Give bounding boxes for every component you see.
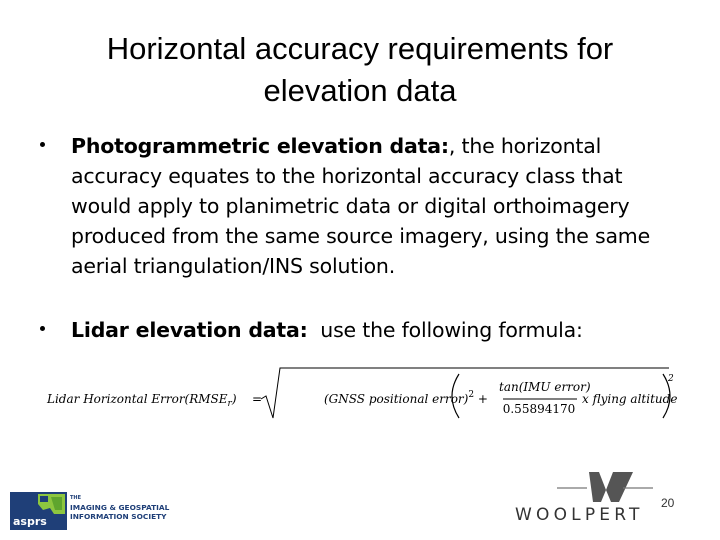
outer-exponent: 2 bbox=[668, 374, 674, 384]
page-number: 20 bbox=[661, 496, 675, 510]
bullet-dot bbox=[40, 326, 45, 331]
bullet-heading: Lidar elevation data: bbox=[71, 318, 308, 342]
formula-equals: = bbox=[252, 392, 263, 406]
slide-title bbox=[20, 28, 700, 112]
asprs-full-name: THE IMAGING & GEOSPATIAL INFORMATION SOCIETY bbox=[70, 495, 170, 521]
bullet-body: , the horizontal accuracy equates to the horizontal accuracy class that would apply to planimetric data or digital orthoimagery produced from the same source imagery, using the same aerial triangulation/INS solution. bbox=[71, 134, 650, 278]
asprs-logo bbox=[10, 492, 174, 530]
title-line-1: Horizontal accuracy requirements for bbox=[106, 31, 614, 66]
asprs-abbrev: asprs bbox=[13, 515, 47, 528]
formula-term-altitude: x flying altitude bbox=[582, 392, 678, 406]
bullet-dot bbox=[40, 142, 45, 147]
asprs-logo-mark bbox=[10, 492, 67, 530]
bullet-text bbox=[71, 315, 680, 345]
woolpert-wordmark: WOOLPERT bbox=[515, 505, 644, 525]
bullet-text bbox=[71, 131, 680, 281]
formula-denominator: 0.55894170 bbox=[502, 402, 576, 416]
formula-numerator: tan(IMU error) bbox=[499, 380, 591, 394]
bullet-photogrammetric bbox=[40, 131, 680, 281]
bullet-body: use the following formula: bbox=[307, 318, 583, 342]
bullet-heading: Photogrammetric elevation data: bbox=[71, 134, 449, 158]
lidar-error-formula bbox=[47, 366, 687, 426]
formula-lhs: Lidar Horizontal $Error(RMSE_r)$ bbox=[47, 392, 237, 409]
formula-term-gnss: (GNSS positional error)$^2$ + bbox=[324, 390, 488, 406]
bullet-lidar bbox=[40, 315, 680, 345]
title-line-2: elevation data bbox=[263, 73, 457, 108]
